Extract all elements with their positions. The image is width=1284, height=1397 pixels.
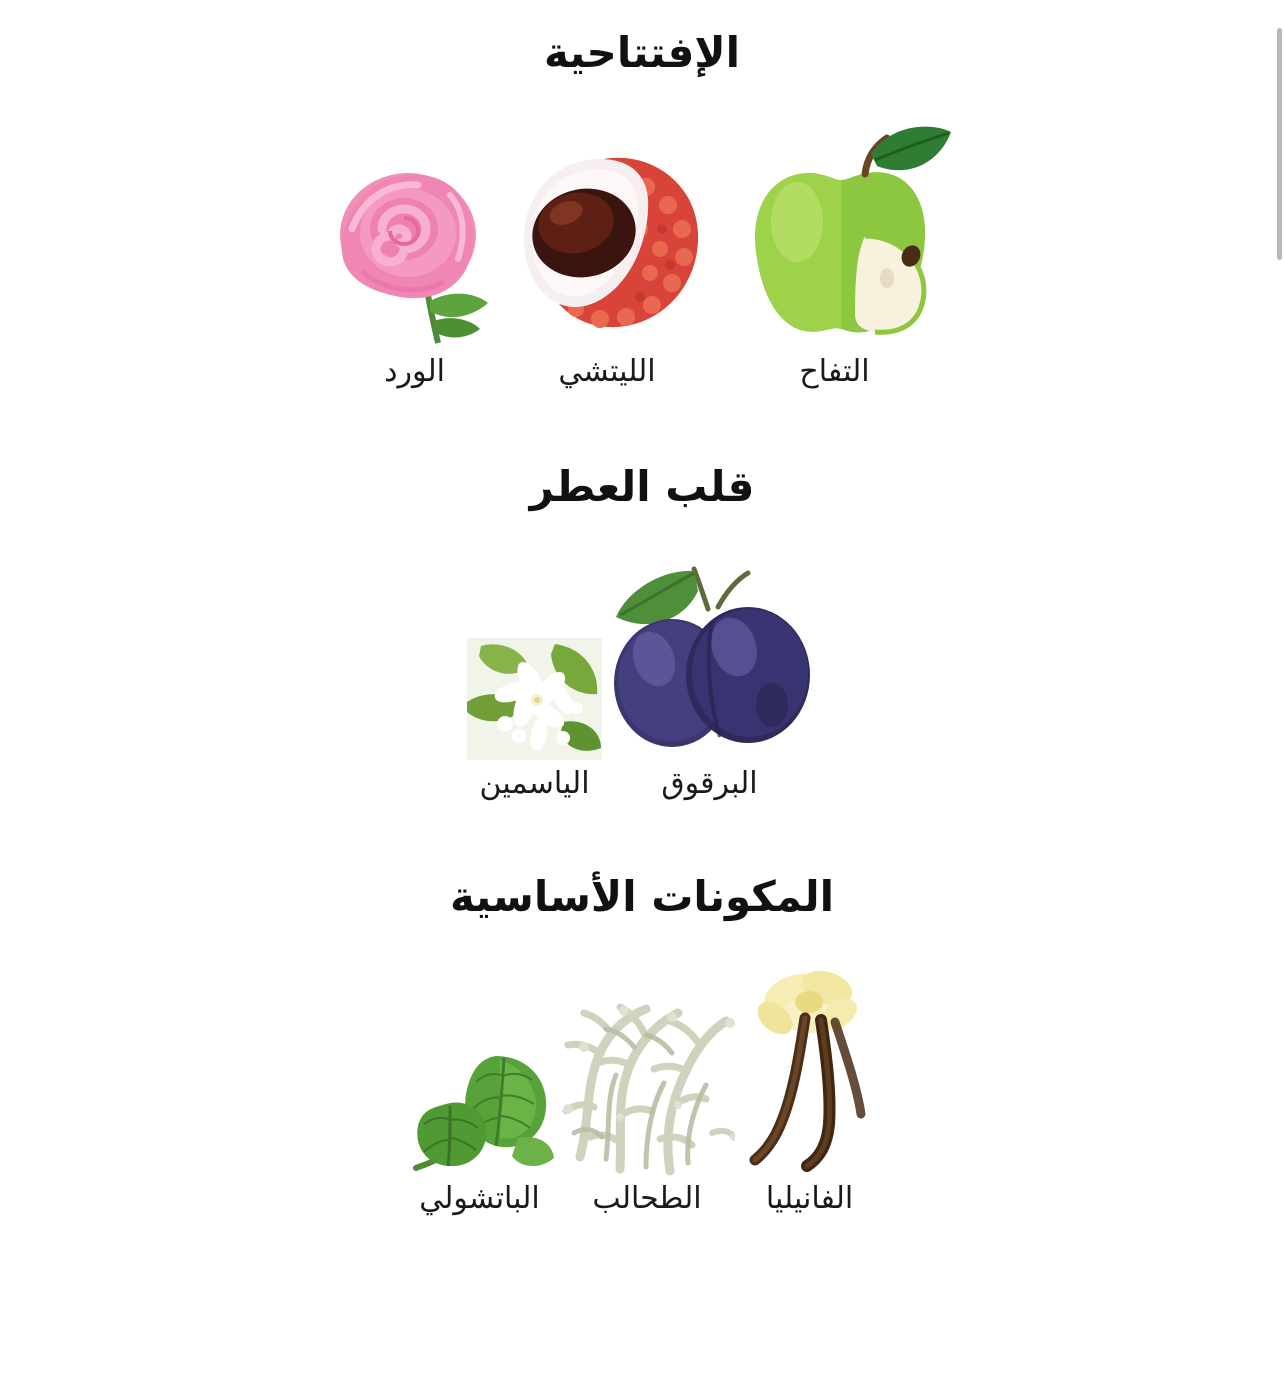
section-base-notes xyxy=(0,872,1284,1217)
section-title-base: المكونات الأساسية xyxy=(449,871,835,921)
note-label: الورد xyxy=(384,354,445,390)
jasmine-image xyxy=(467,638,602,760)
vanilla-image xyxy=(735,962,885,1177)
oakmoss-image xyxy=(560,987,735,1177)
notes-row-top xyxy=(0,118,1284,390)
note-label: الياسمين xyxy=(479,765,590,801)
perfume-notes-page xyxy=(0,28,1284,1397)
vertical-scrollbar[interactable] xyxy=(1277,28,1282,260)
note-item xyxy=(467,638,602,802)
note-item xyxy=(715,118,955,390)
note-item xyxy=(735,962,885,1217)
pink-rose-image xyxy=(330,163,500,348)
note-label: الطحالب xyxy=(592,1181,702,1217)
plum-image xyxy=(602,555,817,760)
note-item xyxy=(602,555,817,802)
note-label: التفاح xyxy=(799,354,870,390)
lychee-image xyxy=(500,133,715,348)
green-apple-image xyxy=(715,118,955,348)
note-item xyxy=(400,1042,560,1217)
section-heart-notes xyxy=(0,462,1284,801)
note-item xyxy=(330,163,500,390)
note-img-wrap xyxy=(560,987,735,1217)
notes-row-heart xyxy=(0,555,1284,802)
note-label: الفانيليا xyxy=(765,1181,854,1217)
section-title-heart: قلب العطر xyxy=(529,462,755,512)
note-label: الباتشولي xyxy=(419,1181,540,1217)
notes-row-base xyxy=(0,962,1284,1217)
note-item xyxy=(500,133,715,390)
note-label: الليتشي xyxy=(558,354,656,390)
patchouli-image xyxy=(400,1042,560,1177)
note-label: البرقوق xyxy=(661,765,758,801)
section-title-top: الإفتتاحية xyxy=(543,28,741,77)
section-top-notes xyxy=(0,28,1284,390)
